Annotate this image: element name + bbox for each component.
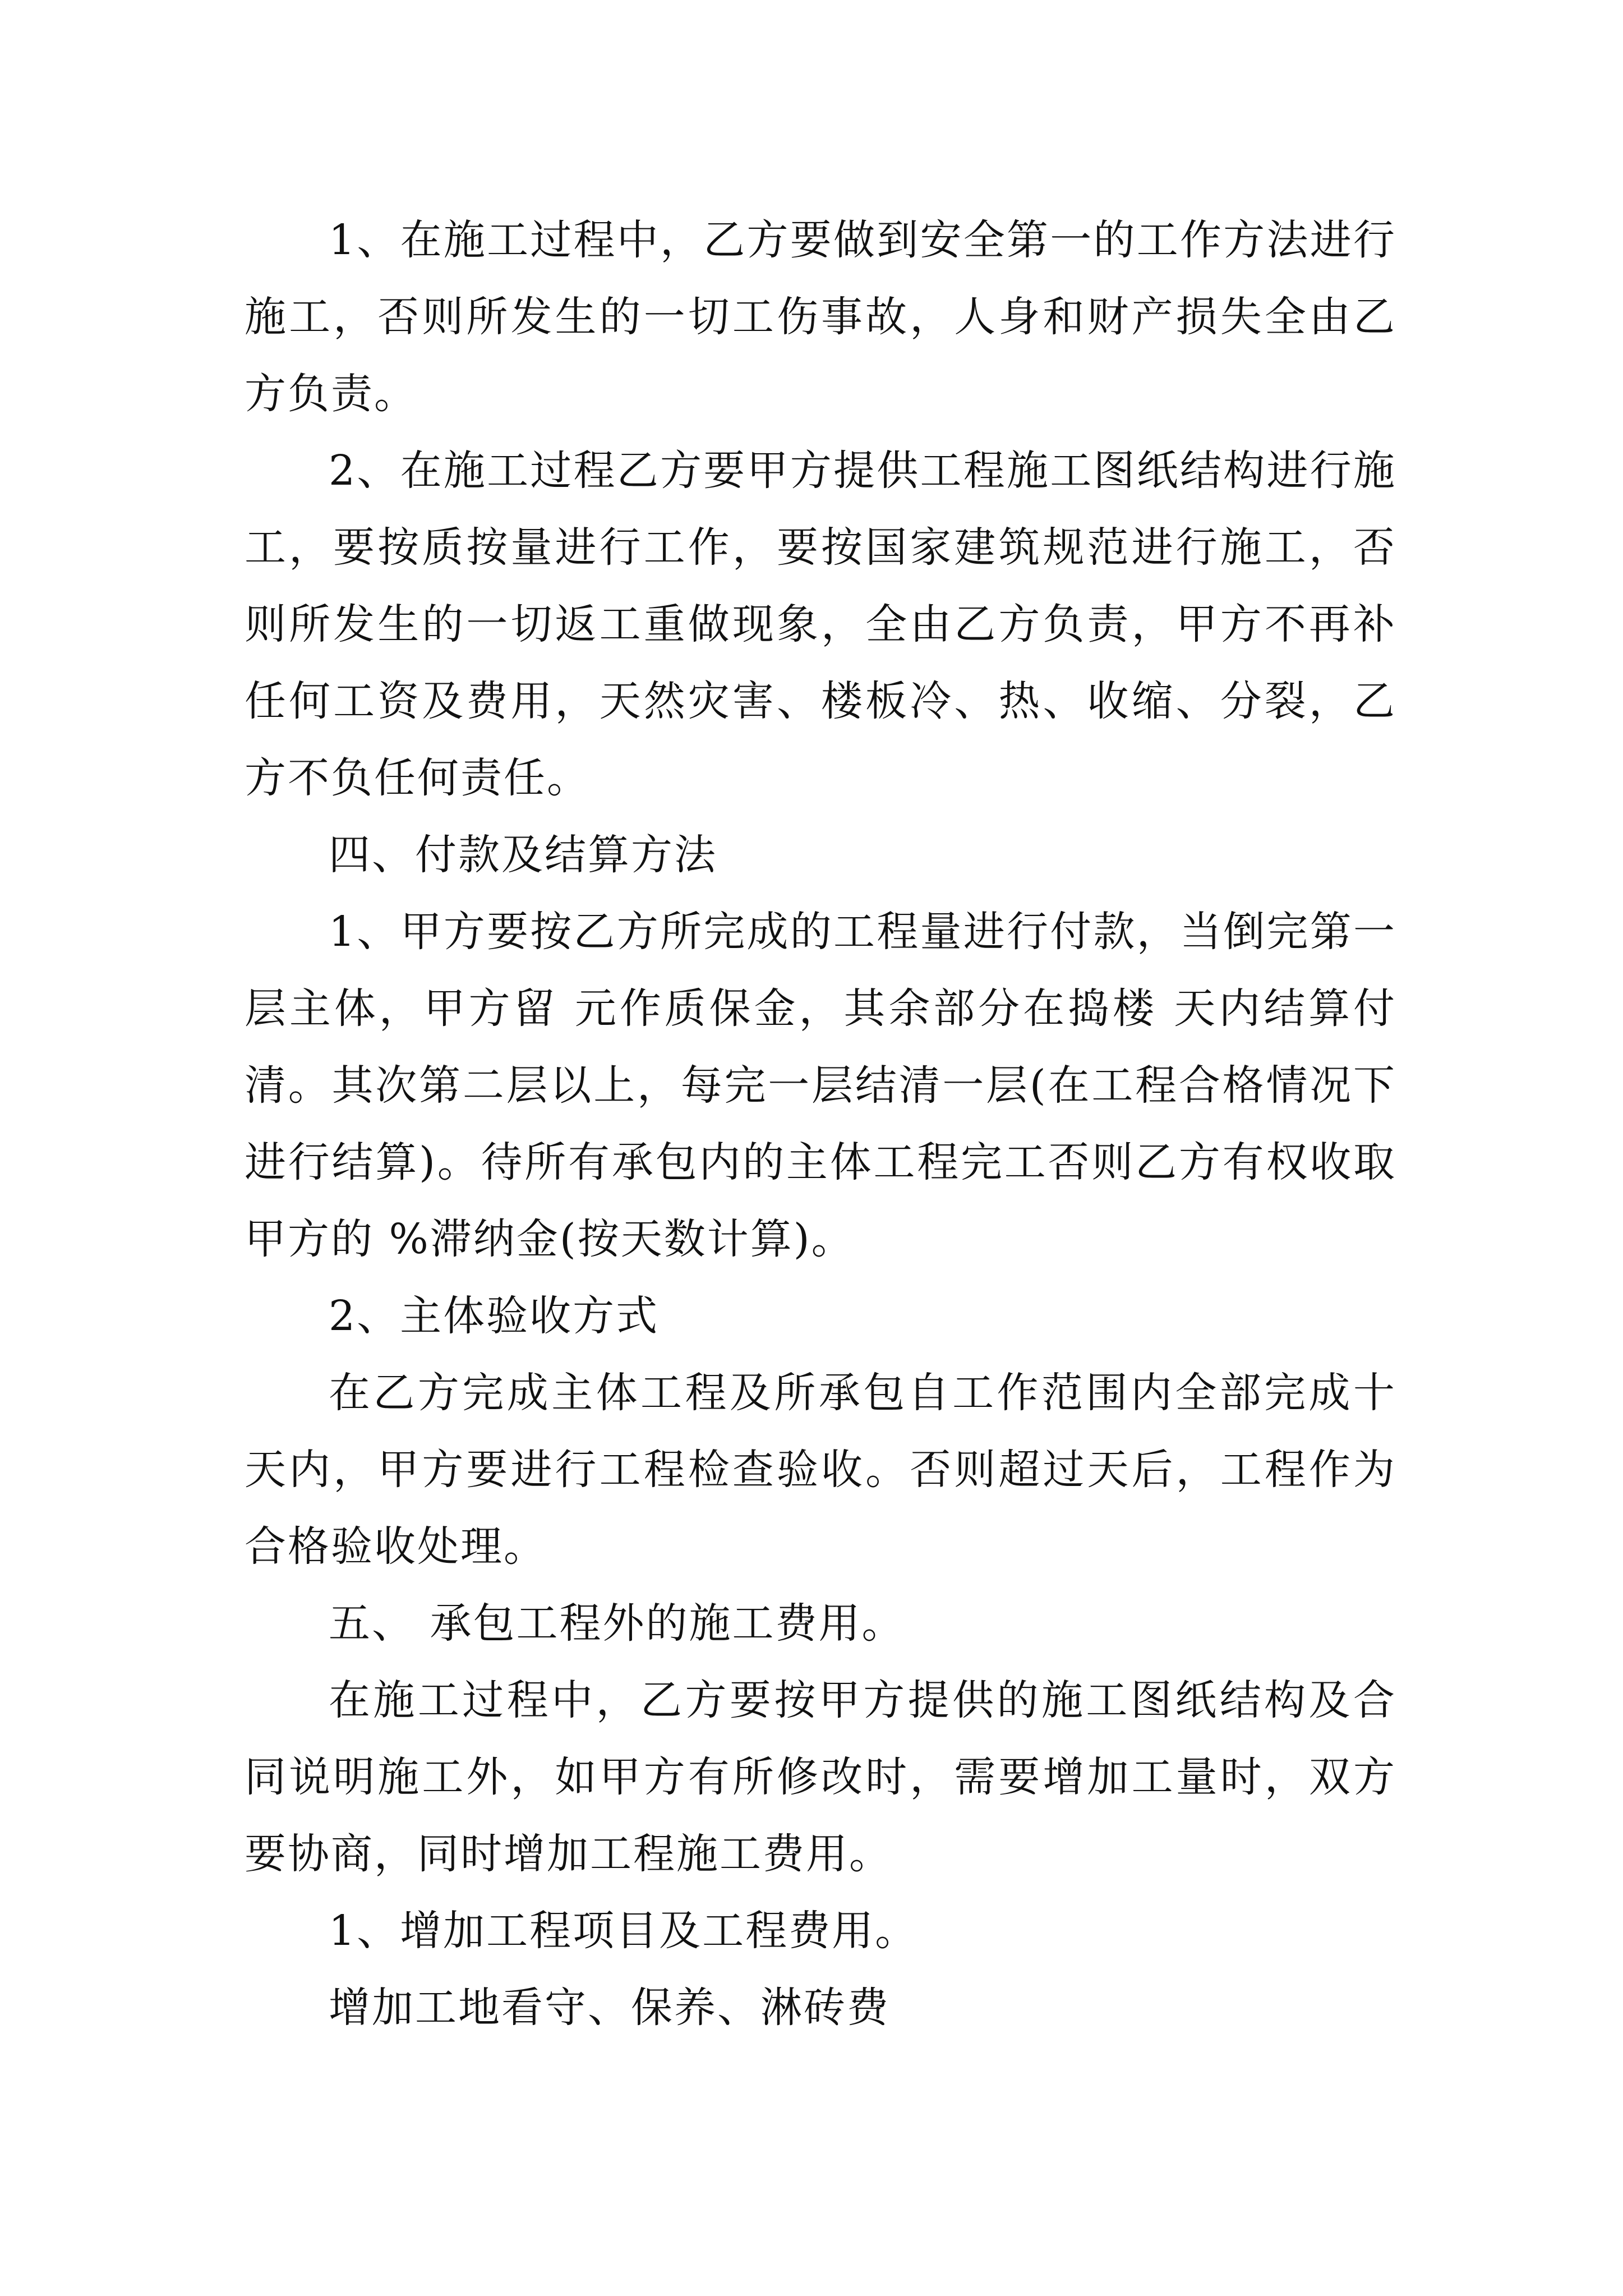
section-heading-payment: 四、付款及结算方法 xyxy=(329,831,717,879)
clause-payment: 1、甲方要按乙方所完成的工程量进行付款，当倒完第一层主体，甲方留 元作质保金，其余部分在捣楼 天内结算付清。其次第二层以上，每完一层结清一层(在工程合格情况下进行结算)。待所有承包内的主体工程完工否则乙方有权收取甲方的 %滞纳金(按天数计算)。 xyxy=(245,908,1396,1263)
section-heading-extra-costs: 五、 承包工程外的施工费用。 xyxy=(329,1599,905,1648)
clause-construction-quality: 2、在施工过程乙方要甲方提供工程施工图纸结构进行施工，要按质按量进行工作，要按国家建筑规范进行施工，否则所发生的一切返工重做现象，全由乙方负责，甲方不再补任何工资及费用，天然灾害、楼板冷、热、收缩、分裂，乙方不负任何责任。 xyxy=(245,447,1396,802)
clause-acceptance: 在乙方完成主体工程及所承包自工作范围内全部完成十天内，甲方要进行工程检查验收。否则超过天后，工程作为合格验收处理。 xyxy=(245,1369,1396,1571)
document-body xyxy=(245,202,1396,2046)
subheading-added-items: 1、增加工程项目及工程费用。 xyxy=(329,1907,919,1955)
clause-extra-costs: 在施工过程中，乙方要按甲方提供的施工图纸结构及合同说明施工外，如甲方有所修改时，需要增加工量时，双方要协商，同时增加工程施工费用。 xyxy=(245,1676,1396,1878)
clause-safety: 1、在施工过程中，乙方要做到安全第一的工作方法进行施工，否则所发生的一切工伤事故，人身和财产损失全由乙方负责。 xyxy=(245,216,1396,418)
subheading-acceptance: 2、主体验收方式 xyxy=(329,1292,660,1340)
clause-added-fees: 增加工地看守、保养、淋砖费 xyxy=(329,1984,890,2032)
